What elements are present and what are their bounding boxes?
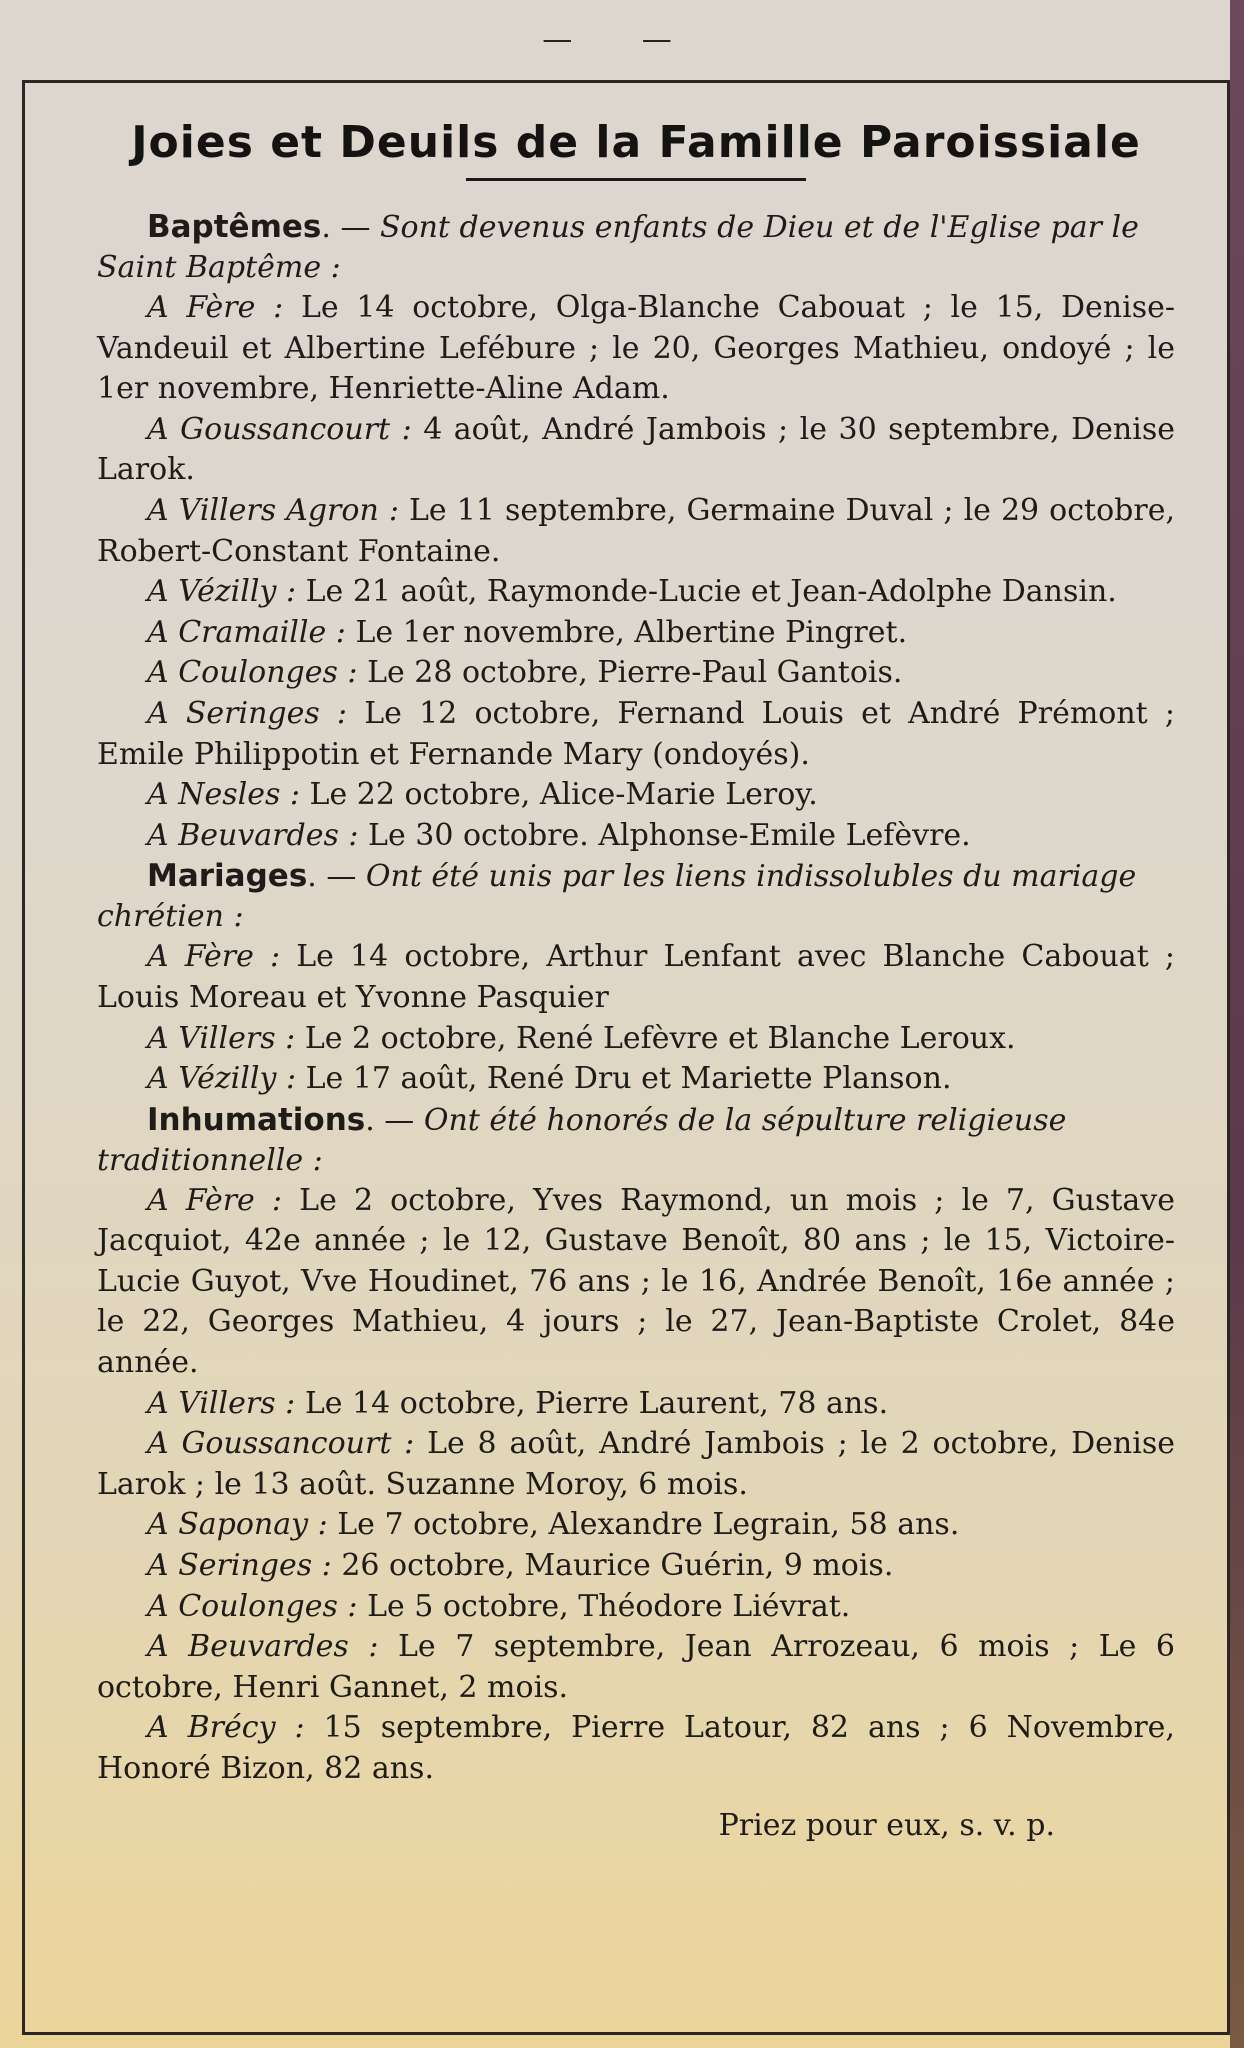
list-item xyxy=(97,1587,1175,1628)
place-name: A Cramaille : xyxy=(147,614,346,650)
entry-text: Le 8 août, André Jambois ; le 2 octobre, Denise Larok ; le 13 août. Suzanne Moroy, 6 mois. xyxy=(97,1426,1175,1502)
closing-line: Priez pour eux, s. v. p. xyxy=(718,1807,1055,1843)
place-name: A Villers : xyxy=(147,1020,296,1056)
entry-text: Le 2 octobre, Yves Raymond, un mois ; le 7, Gustave Jacquiot, 42e année ; le 12, Gustave Benoît, 80 ans ; le 15, Victoire-Lucie Guyot, Vve Houdinet, 76 ans ; le 16, Andrée Benoît, 16e année ; le 22, Georges Mathieu, 4 jours ; le 27, Jean-Baptiste Crolet, 84e année. xyxy=(97,1182,1175,1381)
list-item xyxy=(97,775,1175,816)
section-mariages xyxy=(97,856,1175,1099)
entry-text: Le 17 août, René Dru et Mariette Planson. xyxy=(305,1061,952,1097)
entry-text: Le 30 octobre. Alphonse-Emile Lefèvre. xyxy=(368,817,971,853)
place-name: A Fère : xyxy=(147,939,281,975)
section-label: Mariages xyxy=(147,858,308,895)
place-name: A Coulonges : xyxy=(147,1588,358,1624)
article-frame xyxy=(22,80,1230,2035)
title-underline xyxy=(466,178,806,181)
list-item xyxy=(97,1708,1175,1789)
entry-text: 15 septembre, Pierre Latour, 82 ans ; 6 Novembre, Honoré Bizon, 82 ans. xyxy=(97,1710,1175,1786)
section-heading: Mariages. — Ont été unis par les liens indissolubles du mariage chrétien : xyxy=(97,858,1137,935)
entry-text: Le 28 octobre, Pierre-Paul Gantois. xyxy=(367,655,903,691)
entry-text: Le 12 octobre, Fernand Louis et André Prémont ; Emile Philippotin et Fernande Mary (ondoyés). xyxy=(97,695,1175,772)
list-item xyxy=(97,1384,1175,1425)
place-name: A Fère : xyxy=(147,1182,283,1218)
entry-text: Le 22 octobre, Alice-Marie Leroy. xyxy=(309,777,818,813)
place-name: A Saponay : xyxy=(147,1507,328,1543)
list-item xyxy=(97,816,1175,857)
entry-text: Le 14 octobre, Olga-Blanche Cabouat ; le 15, Denise-Vandeuil et Albertine Lefébure ; le 20, Georges Mathieu, ondoyé ; le 1er novembre, Henriette-Aline Adam. xyxy=(97,290,1175,407)
entry-text: Le 14 octobre, Arthur Lenfant avec Blanche Cabouat ; Louis Moreau et Yvonne Pasquier xyxy=(97,939,1175,1015)
page-number: — — xyxy=(542,22,702,57)
place-name: A Beuvardes : xyxy=(147,817,359,853)
entry-text: Le 1er novembre, Albertine Pingret. xyxy=(355,614,908,650)
place-name: A Villers Agron : xyxy=(147,492,399,528)
section-heading: Inhumations. — Ont été honorés de la sépulture religieuse traditionnelle : xyxy=(97,1101,1067,1178)
list-item xyxy=(97,288,1175,410)
list-item xyxy=(97,1627,1175,1708)
entry-text: Le 5 octobre, Théodore Liévrat. xyxy=(367,1588,851,1624)
section-label: Inhumations xyxy=(147,1101,366,1138)
section-baptemes xyxy=(97,207,1175,856)
section-intro: Sont devenus enfants de Dieu et de l'Eglise par le Saint Baptême : xyxy=(97,210,1139,285)
place-name: A Seringes : xyxy=(147,695,348,731)
entry-text: Le 14 octobre, Pierre Laurent, 78 ans. xyxy=(304,1385,889,1421)
list-item xyxy=(97,1424,1175,1505)
entry-text: Le 11 septembre, Germaine Duval ; le 29 octobre, Robert-Constant Fontaine. xyxy=(97,492,1175,569)
place-name: A Goussancourt : xyxy=(147,1426,415,1462)
place-name: A Seringes : xyxy=(147,1548,332,1584)
entry-text: Le 7 septembre, Jean Arrozeau, 6 mois ; Le 6 octobre, Henri Gannet, 2 mois. xyxy=(97,1629,1176,1705)
list-item xyxy=(97,613,1175,654)
entry-text: 26 octobre, Maurice Guérin, 9 mois. xyxy=(341,1548,894,1584)
list-item xyxy=(97,1505,1175,1546)
place-name: A Vézilly : xyxy=(147,1061,297,1097)
list-item xyxy=(97,1019,1175,1060)
list-item xyxy=(97,410,1175,491)
place-name: A Goussancourt : xyxy=(147,411,412,447)
list-item xyxy=(97,491,1175,572)
entry-text: Le 7 octobre, Alexandre Legrain, 58 ans. xyxy=(337,1507,960,1543)
list-item xyxy=(97,572,1175,613)
list-item xyxy=(97,1181,1175,1384)
list-item xyxy=(97,1059,1175,1100)
place-name: A Nesles : xyxy=(147,777,300,813)
place-name: A Coulonges : xyxy=(147,655,358,691)
entry-text: Le 21 août, Raymonde-Lucie et Jean-Adolphe Dansin. xyxy=(305,574,1117,610)
page-edge xyxy=(1230,0,1244,2048)
place-name: A Villers : xyxy=(147,1385,296,1421)
entry-text: Le 2 octobre, René Lefèvre et Blanche Leroux. xyxy=(304,1020,1016,1056)
entry-text: 4 août, André Jambois ; le 30 septembre, Denise Larok. xyxy=(97,411,1175,488)
section-intro: Ont été unis par les liens indissolubles du mariage chrétien : xyxy=(97,859,1137,935)
page-title: Joies et Deuils de la Famille Paroissiale xyxy=(131,117,1141,168)
section-inhumations xyxy=(97,1100,1175,1790)
place-name: A Beuvardes : xyxy=(147,1629,379,1665)
place-name: A Fère : xyxy=(147,290,284,325)
list-item xyxy=(97,694,1175,775)
section-heading: Baptêmes. — Sont devenus enfants de Dieu et de l'Eglise par le Saint Baptême : xyxy=(97,209,1139,285)
place-name: A Brécy : xyxy=(147,1710,305,1746)
list-item xyxy=(97,1546,1175,1587)
list-item xyxy=(97,653,1175,694)
section-intro: Ont été honorés de la sépulture religieuse traditionnelle : xyxy=(97,1102,1067,1178)
section-label: Baptêmes xyxy=(147,209,322,245)
place-name: A Vézilly : xyxy=(147,574,297,610)
list-item xyxy=(97,937,1175,1018)
